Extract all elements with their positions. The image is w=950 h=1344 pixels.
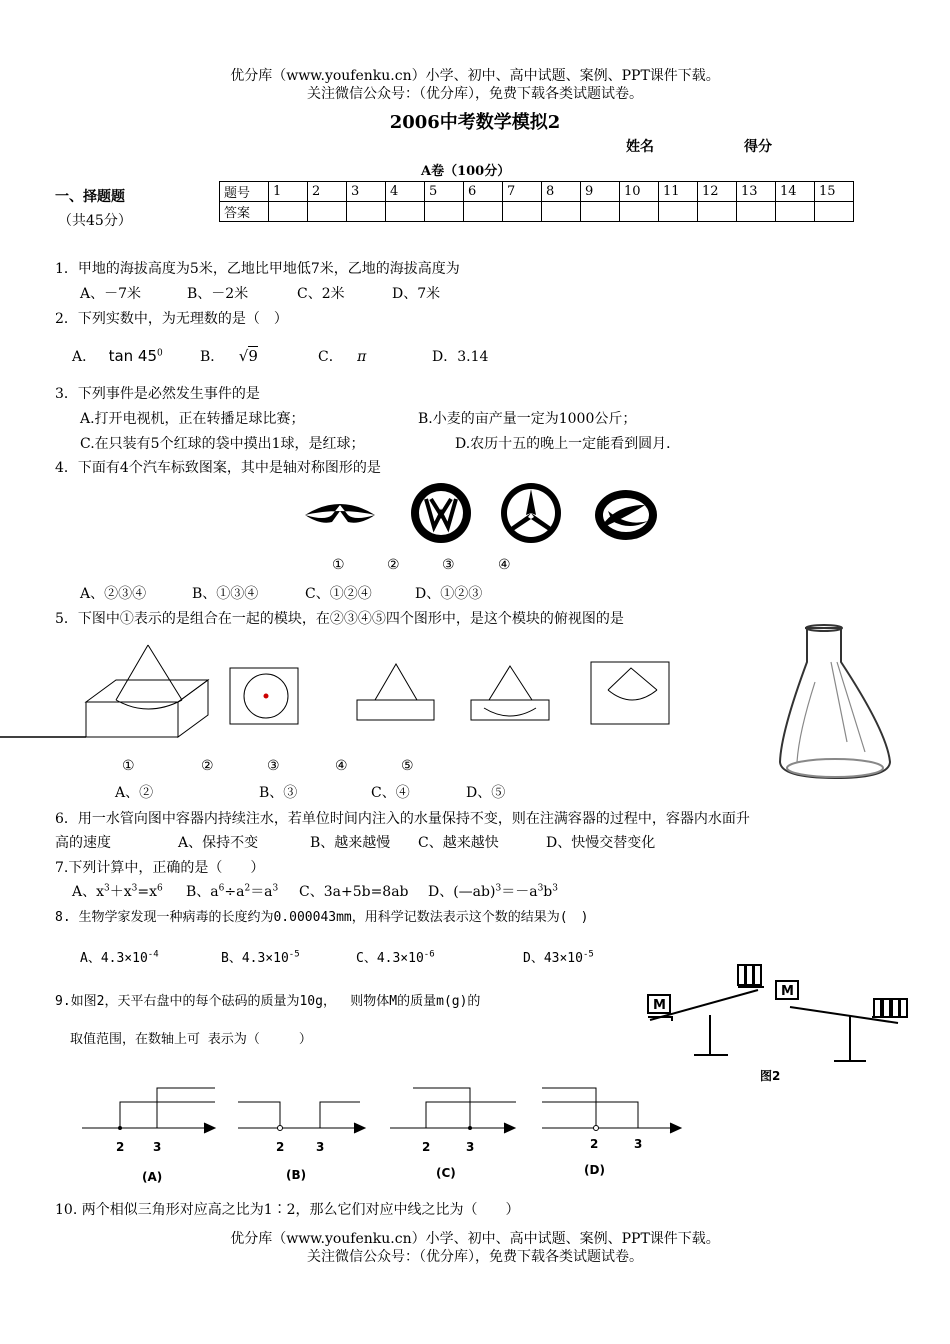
q6-option-d: D、快慢交替变化 (546, 835, 656, 851)
answer-cell[interactable] (815, 202, 854, 222)
open-dot-icon (594, 1126, 599, 1131)
q7-option-c: C、3a+5b=8ab (299, 884, 409, 900)
q4-option-d: D、①②③ (415, 586, 483, 602)
q2-option-a-letter: A． (72, 349, 97, 365)
answer-cell[interactable] (776, 202, 815, 222)
q4-option-b: B、①③④ (192, 586, 259, 602)
q2-option-a-sup: 0 (157, 348, 163, 359)
q3-option-b: B.小麦的亩产量一定为1000公斤； (418, 411, 637, 427)
section-a-title: A卷（100分） (421, 164, 511, 179)
q8-option-b: B、$4.3\times 10^{-5}$ (221, 949, 300, 966)
q10-stem: 10. 两个相似三角形对应高之比为1∶2，那么它们对应中线之比为（ ） (55, 1202, 520, 1218)
footer-line-2: 关注微信公众号：（优分库），免费下载各类试题试卷。 (307, 1249, 643, 1265)
number-line-c (390, 1088, 516, 1133)
number-line-b (238, 1102, 365, 1133)
q7-option-d: D、$(—ab)^3=-a^3b^3$ (428, 883, 558, 900)
answer-cell[interactable] (347, 202, 386, 222)
q8-option-d: D、$43\times 10^{-5}$ (523, 949, 594, 966)
option-label-b: (B) (286, 1168, 307, 1182)
name-label: 姓名 (626, 139, 654, 155)
number-line-options (80, 1085, 700, 1195)
answer-cell[interactable] (659, 202, 698, 222)
q7-option-a: A、$x^3+x^3=x^6$ (72, 883, 163, 900)
q5-label-3: ③ (267, 758, 280, 774)
q2-option-b-expr: 9 (248, 347, 258, 365)
q1-option-c: C、2米 (297, 286, 345, 302)
module-3d-figure (86, 645, 208, 737)
table-cell: 14 (776, 182, 815, 202)
balance-figure (640, 955, 920, 1085)
footer-line-1: 优分库（www.youfenku.cn）小学、初中、高中试题、案例、PPT课件下载。 (230, 1231, 720, 1247)
table-cell: 5 (425, 182, 464, 202)
q2-stem: 2．下列实数中，为无理数的是（ ） (55, 311, 288, 327)
q2-option-c (318, 346, 366, 366)
q1-stem: 1．甲地的海拔高度为5米，乙地比甲地低7米，乙地的海拔高度为 (55, 261, 460, 277)
number-line-a (82, 1088, 215, 1133)
q5-option-a: A、② (115, 785, 154, 801)
answer-table (219, 181, 854, 222)
q3-stem: 3．下列事件是必然发生事件的是 (55, 386, 260, 402)
tick-label: 3 (466, 1140, 475, 1154)
q2-option-a-expr: tan 45 (108, 347, 158, 365)
table-header-cell: 题号 (220, 182, 269, 202)
q3-option-d: D.农历十五的晚上一定能看到圆月． (455, 436, 681, 452)
q4-stem: 4．下面有4个汽车标致图案，其中是轴对称图形的是 (55, 460, 381, 476)
q2-option-c-letter: C． (318, 349, 343, 365)
score-label: 得分 (744, 139, 772, 155)
q5-option-c: C、④ (371, 785, 410, 801)
q8-option-a: A、$4.3\times 10^{-4}$ (80, 949, 159, 966)
q6-option-b: B、越来越慢 (310, 835, 391, 851)
option-label-c: (C) (436, 1166, 456, 1180)
answer-cell[interactable] (503, 202, 542, 222)
hyundai-logo-icon (595, 490, 657, 540)
tick-label: 3 (153, 1140, 162, 1154)
page-title: 2006中考数学模拟2 (389, 112, 561, 133)
q6-line-2-start: 高的速度 (55, 835, 111, 851)
q2-option-c-expr: π (357, 349, 367, 365)
weight-label-right: M (781, 984, 794, 999)
answer-cell[interactable] (542, 202, 581, 222)
view-figure-2 (230, 668, 298, 724)
q5-label-1: ① (122, 758, 135, 774)
q3-option-c: C.在只装有5个红球的袋中摸出1球，是红球； (80, 436, 365, 452)
answer-table-number-row (220, 182, 854, 202)
tick-label: 2 (116, 1140, 125, 1154)
answer-cell[interactable] (620, 202, 659, 222)
q7-stem: 7.下列计算中，正确的是（ ） (55, 860, 265, 876)
sqrt-symbol-icon: √ (238, 347, 249, 365)
view-figure-5 (591, 662, 669, 724)
answer-table-answer-row (220, 202, 854, 222)
q4-label-4: ④ (498, 557, 511, 573)
q6-option-a: A、保持不变 (178, 835, 259, 851)
q2-option-b (200, 346, 258, 366)
tick-label: 2 (590, 1137, 599, 1151)
q4-label-1: ① (332, 557, 345, 573)
q8-option-c: C、$4.3\times 10^{-6}$ (356, 949, 435, 966)
table-cell: 9 (581, 182, 620, 202)
answer-cell[interactable] (698, 202, 737, 222)
part-1-title: 一、择题题 (55, 189, 125, 205)
q5-option-d: D、⑤ (466, 785, 506, 801)
q6-line-1: 6．用一水管向图中容器内持续注水，若单位时间内注入的水量保持不变，则在注满容器的过程中，容器内水面升 (55, 811, 750, 827)
q5-option-b: B、③ (259, 785, 298, 801)
header-line-2: 关注微信公众号：（优分库），免费下载各类试题试卷。 (307, 86, 643, 102)
q5-stem: 5．下图中①表示的是组合在一起的模块，在②③④⑤四个图形中，是这个模块的俯视图的是 (55, 611, 624, 627)
table-cell: 2 (308, 182, 347, 202)
q6-option-c: C、越来越快 (418, 835, 499, 851)
weight-label-left: M (653, 998, 666, 1013)
number-line-d (542, 1088, 681, 1133)
q4-option-a: A、②③④ (80, 586, 147, 602)
q5-label-5: ⑤ (401, 758, 414, 774)
answer-cell[interactable] (737, 202, 776, 222)
q4-option-c: C、①②④ (305, 586, 372, 602)
figure-2-label: 图2 (760, 1069, 781, 1083)
table-cell: 15 (815, 182, 854, 202)
tick-label: 3 (634, 1137, 643, 1151)
q3-option-a: A.打开电视机，正在转播足球比赛； (80, 411, 305, 427)
q5-module-figures (0, 640, 680, 745)
option-label-a: (A) (142, 1170, 163, 1184)
q2-option-b-letter: B． (200, 349, 225, 365)
table-cell: 3 (347, 182, 386, 202)
table-cell: 8 (542, 182, 581, 202)
table-cell: 1 (269, 182, 308, 202)
open-dot-icon (278, 1126, 283, 1131)
answer-cell[interactable] (464, 202, 503, 222)
answer-cell[interactable] (308, 202, 347, 222)
tick-label: 2 (276, 1140, 285, 1154)
table-cell: 6 (464, 182, 503, 202)
part-1-points: （共45分） (58, 213, 132, 229)
table-cell: 4 (386, 182, 425, 202)
closed-dot-icon (118, 1126, 122, 1130)
table-cell: 10 (620, 182, 659, 202)
q8-stem: 8. 生物学家发现一种病毒的长度约为0.000043mm，用科学记数法表示这个数的结果为( ) (55, 910, 589, 925)
q4-label-3: ③ (442, 557, 455, 573)
volkswagen-logo-icon (411, 483, 471, 543)
q1-option-d: D、7米 (392, 286, 441, 302)
option-label-d: (D) (584, 1163, 605, 1177)
infiniti-logo-icon (305, 504, 375, 523)
flask-container-figure (775, 622, 895, 782)
tick-label: 2 (422, 1140, 431, 1154)
header-line-1: 优分库（www.youfenku.cn）小学、初中、高中试题、案例、PPT课件下载。 (230, 68, 720, 84)
closed-dot-icon (468, 1126, 472, 1130)
q7-option-b: B、$a^6\div a^2=a^3$ (186, 883, 279, 900)
q2-option-d: D．3.14 (432, 349, 489, 365)
view-figure-4 (471, 666, 549, 720)
table-cell: 13 (737, 182, 776, 202)
tick-label: 3 (316, 1140, 325, 1154)
q9-line-2: 取值范围，在数轴上可 表示为（ ） (70, 1032, 312, 1047)
q2-option-a (72, 346, 163, 366)
q5-label-2: ② (201, 758, 214, 774)
q5-label-4: ④ (335, 758, 348, 774)
q4-label-2: ② (387, 557, 400, 573)
table-cell: 12 (698, 182, 737, 202)
table-header-cell: 答案 (220, 202, 269, 222)
view-figure-3 (357, 664, 434, 720)
q9-line-1: 9.如图2，天平右盘中的每个砝码的质量为10g， 则物体M的质量m(g)的 (55, 994, 481, 1009)
answer-cell[interactable] (425, 202, 464, 222)
car-logos-figure (300, 485, 670, 550)
answer-cell[interactable] (386, 202, 425, 222)
answer-cell[interactable] (269, 202, 308, 222)
table-cell: 11 (659, 182, 698, 202)
mercedes-logo-icon (501, 483, 561, 543)
q1-option-b: B、－2米 (187, 286, 249, 302)
answer-cell[interactable] (581, 202, 620, 222)
q1-option-a: A、－7米 (80, 286, 142, 302)
table-cell: 7 (503, 182, 542, 202)
